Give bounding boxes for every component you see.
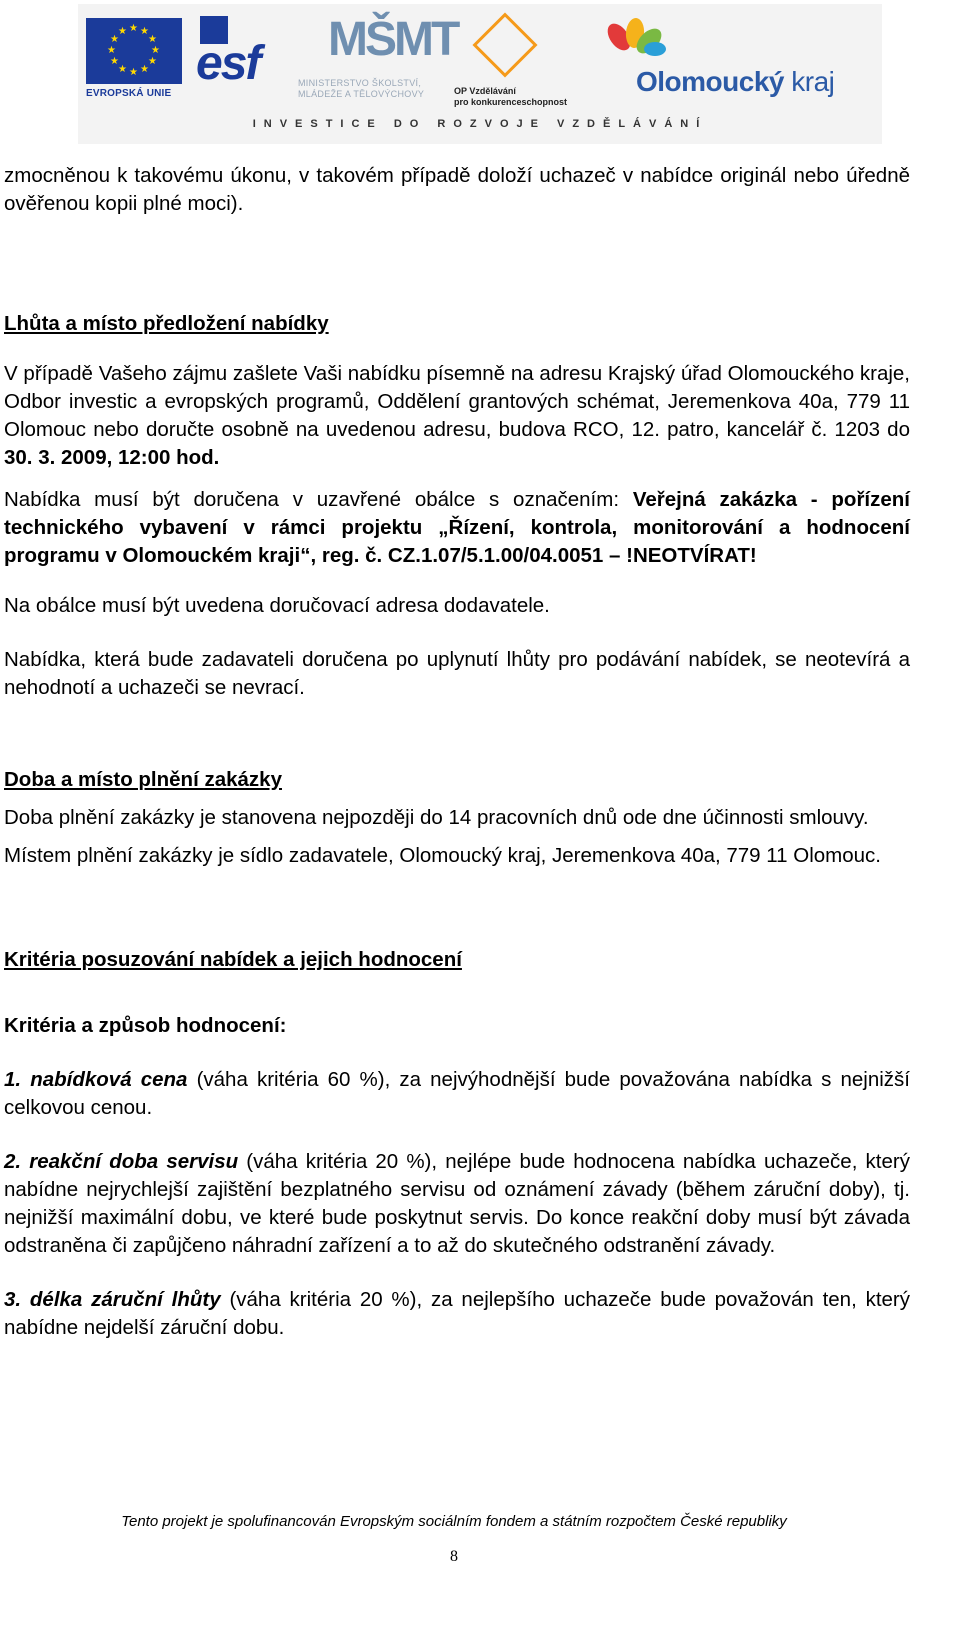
page-number: 8 bbox=[450, 1548, 458, 1565]
criterion-1-label: 1. nabídková cena bbox=[4, 1068, 188, 1091]
eu-star-icon: ★ bbox=[118, 25, 127, 37]
paragraph-doba-place: Místem plnění zakázky je sídlo zadavatele, Olomoucký kraj, Jeremenkova 40a, 779 11 Olomouc. bbox=[4, 844, 881, 867]
eu-star-icon: ★ bbox=[109, 56, 119, 67]
olomoucky-kraj-wordmark bbox=[636, 66, 834, 98]
heading-doba: Doba a místo plnění zakázky bbox=[4, 768, 282, 791]
olo-name: Olomoucký bbox=[636, 66, 784, 97]
op-caption-line-1: OP Vzdělávání bbox=[454, 86, 516, 96]
footer-funding-note: Tento projekt je spolufinancován Evropským sociálním fondem a státním rozpočtem České republiky bbox=[121, 1513, 787, 1530]
esf-label: esf bbox=[196, 37, 260, 90]
tagline: INVESTICE DO ROZVOJE VZDĚLÁVÁNÍ bbox=[252, 118, 708, 130]
criterion-2-label: 2. reakční doba servisu bbox=[4, 1150, 239, 1173]
subheading-kriteria: Kritéria a způsob hodnocení: bbox=[4, 1014, 287, 1037]
esf-logo bbox=[196, 16, 292, 100]
eu-star-icon: ★ bbox=[151, 45, 160, 56]
olomoucky-kraj-logo bbox=[588, 18, 878, 108]
lhuta-address-text: V případě Vašeho zájmu zašlete Vaši nabídku písemně na adresu Krajský úřad Olomouckého kraje, Odbor investic a evropských programů, Oddělení grantových schémat, Jeremenkova 40a, 779 11 Olomouc nebo doručte osobně na uvedenou adresu, budova RCO, 12. patro, kancelář č. 1203 do bbox=[4, 362, 910, 441]
flower-icon bbox=[606, 20, 654, 68]
op-diamond-icon bbox=[472, 12, 537, 77]
eu-star-icon: ★ bbox=[129, 23, 138, 34]
eu-star-icon: ★ bbox=[148, 56, 158, 67]
msmt-caption-line-1: MINISTERSTVO ŠKOLSTVÍ, bbox=[298, 78, 422, 88]
op-logo bbox=[446, 14, 576, 110]
paragraph-lhuta-address bbox=[4, 360, 910, 472]
paragraph-envelope bbox=[4, 486, 910, 570]
paragraph-envelope-address: Na obálce musí být uvedena doručovací adresa dodavatele. bbox=[4, 594, 550, 617]
heading-lhuta: Lhůta a místo předložení nabídky bbox=[4, 312, 329, 335]
criterion-3-label: 3. délka záruční lhůty bbox=[4, 1288, 221, 1311]
paragraph-doba-term: Doba plnění zakázky je stanovena nejpozději do 14 pracovních dnů ode dne účinnosti smlouvy. bbox=[4, 806, 869, 829]
msmt-caption bbox=[298, 78, 424, 100]
eu-star-icon: ★ bbox=[140, 25, 149, 37]
msmt-mark: MŠMT bbox=[328, 13, 458, 66]
criterion-2 bbox=[4, 1148, 910, 1260]
heading-kriteria: Kritéria posuzování nabídek a jejich hodnocení bbox=[4, 948, 462, 971]
eu-star-icon: ★ bbox=[109, 34, 119, 45]
document-body bbox=[4, 162, 910, 1342]
eu-star-icon: ★ bbox=[118, 64, 127, 76]
logo-row bbox=[78, 4, 882, 112]
deadline: 30. 3. 2009, 12:00 hod. bbox=[4, 446, 220, 469]
olo-kraj: kraj bbox=[791, 66, 835, 97]
paragraph-intro: zmocněnou k takovému úkonu, v takovém případě doloží uchazeč v nabídce originál nebo úředně ověřenou kopii plné moci). bbox=[4, 164, 910, 215]
op-caption bbox=[454, 86, 567, 108]
criterion-2-text: (váha kritéria 20 %), nejlépe bude hodnocena nabídka uchazeče, který nabídne nejrychlejší zajištění bezplatného servisu od oznámení závady (během záruční doby), tj. nejnižší maximální dobu, ve které bude poskytnut servis. Do konce reakční doby musí být závada odstraněna či zapůjčeno náhradní zařízení a to až do skutečného odstranění závady. bbox=[4, 1150, 910, 1257]
paragraph-late-offers: Nabídka, která bude zadavateli doručena po uplynutí lhůty pro podávání nabídek, se neotevírá a nehodnotí a uchazeči se nevrací. bbox=[4, 648, 910, 699]
criterion-1-text: (váha kritéria 60 %), za nejvýhodnější bude považována nabídka s nejnižší celkovou cenou. bbox=[4, 1068, 910, 1119]
criterion-3 bbox=[4, 1286, 910, 1342]
eu-star-icon: ★ bbox=[129, 67, 138, 78]
eu-star-icon: ★ bbox=[140, 64, 149, 76]
criterion-3-text: (váha kritéria 20 %), za nejlepšího uchazeče bude považován ten, který nabídne nejdelší záruční dobu. bbox=[4, 1288, 911, 1339]
eu-star-icon: ★ bbox=[107, 45, 116, 56]
eu-flag-icon bbox=[86, 18, 182, 84]
msmt-caption-line-2: MLÁDEŽE A TĚLOVÝCHOVY bbox=[298, 89, 425, 99]
eu-star-icon: ★ bbox=[148, 34, 158, 45]
op-caption-line-2: pro konkurenceschopnost bbox=[454, 97, 568, 107]
header-logo-banner bbox=[78, 4, 882, 144]
eu-caption: EVROPSKÁ UNIE bbox=[86, 88, 172, 99]
msmt-logo bbox=[298, 12, 468, 108]
envelope-label: Veřejná zakázka - pořízení technického vybavení v rámci projektu „Řízení, kontrola, monitorování a hodnocení programu v Olomouckém kraji“, reg. č. CZ.1.07/5.1.00/04.0051 – !NEOTVÍRAT! bbox=[4, 488, 910, 567]
criterion-1 bbox=[4, 1066, 910, 1122]
envelope-text: Nabídka musí být doručena v uzavřené obálce s označením: bbox=[4, 488, 633, 511]
